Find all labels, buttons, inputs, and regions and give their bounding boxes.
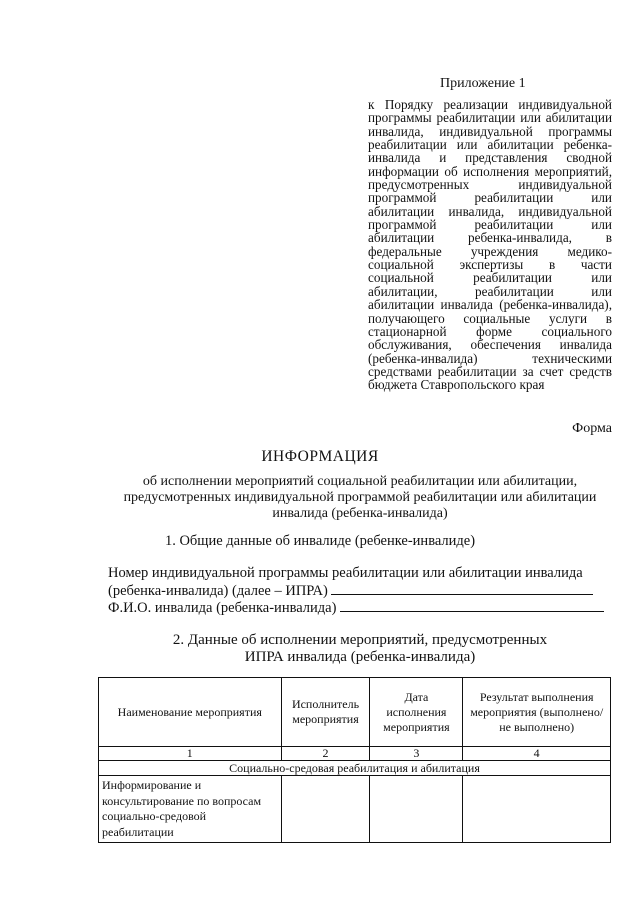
section-2-heading-line1: 2. Данные об исполнении мероприятий, предусмотренных — [172, 632, 548, 648]
section-1-heading: 1. Общие данные об инвалиде (ребенке-инвалиде) — [164, 533, 476, 549]
document-subtitle: об исполнении мероприятий социальной реабилитации или абилитации, предусмотренных индивидуальной программой реабилитации или абилитации инвалида (ребенка-инвалида) — [123, 474, 597, 521]
fio-label: Ф.И.О. инвалида (ребенка-инвалида) — [108, 600, 337, 616]
fio-field[interactable] — [108, 599, 604, 617]
table-header-row — [99, 678, 611, 747]
execution-date-cell[interactable] — [370, 776, 463, 843]
header-execution-date: Дата исполнения мероприятия — [370, 678, 463, 747]
header-executor: Исполнитель мероприятия — [281, 678, 370, 747]
measures-table — [98, 677, 611, 843]
fio-blank[interactable] — [340, 599, 604, 612]
table-row — [99, 776, 611, 843]
table-number-row — [99, 747, 611, 761]
ipra-number-field[interactable] — [108, 582, 593, 600]
header-measure-name: Наименование мероприятия — [99, 678, 282, 747]
executor-cell[interactable] — [281, 776, 370, 843]
result-cell[interactable] — [463, 776, 611, 843]
appendix-title: Приложение 1 — [440, 76, 526, 91]
section-2-heading-line2: ИПРА инвалида (ребенка-инвалида) — [244, 648, 476, 665]
ipra-number-blank[interactable] — [331, 582, 593, 595]
section-row-label: Социально-средовая реабилитация и абилитация — [99, 761, 611, 776]
document-title: ИНФОРМАЦИЯ — [261, 448, 379, 465]
header-result: Результат выполнения мероприятия (выполнено/ не выполнено) — [463, 678, 611, 747]
appendix-text: к Порядку реализации индивидуальной программы реабилитации или абилитации инвалида, индивидуальной программы реабилитации или абилитации ребенка-инвалида и представления сводной информации об исполнения мероприятий, предусмотренных индивидуальной программой реабилитации или абилитации инвалида, индивидуальной программой реабилитации или абилитации ребенка-инвалида, в федеральные учреждения медико-социальной экспертизы в части социальной реабилитации или абилитации, реабилитации или абилитации инвалида (ребенка-инвалида), получающего социальные услуги в стационарной форме социального обслуживания, обеспечения инвалида (ребенка-инвалида) техническими средствами реабилитации за счет средств бюджета Ставропольского края — [368, 97, 612, 393]
measure-name-cell: Информирование и консультирование по вопросам социально-средовой реабилитации — [99, 776, 282, 843]
column-number: 2 — [281, 747, 370, 761]
ipra-number-label: Номер индивидуальной программы реабилитации или абилитации инвалида — [108, 565, 583, 581]
column-number: 3 — [370, 747, 463, 761]
ipra-label-continued: (ребенка-инвалида) (далее – ИПРА) — [108, 583, 328, 599]
table-section-row — [99, 761, 611, 776]
form-label: Форма — [572, 421, 612, 436]
section-2-heading — [100, 632, 620, 665]
column-number: 1 — [99, 747, 282, 761]
column-number: 4 — [463, 747, 611, 761]
